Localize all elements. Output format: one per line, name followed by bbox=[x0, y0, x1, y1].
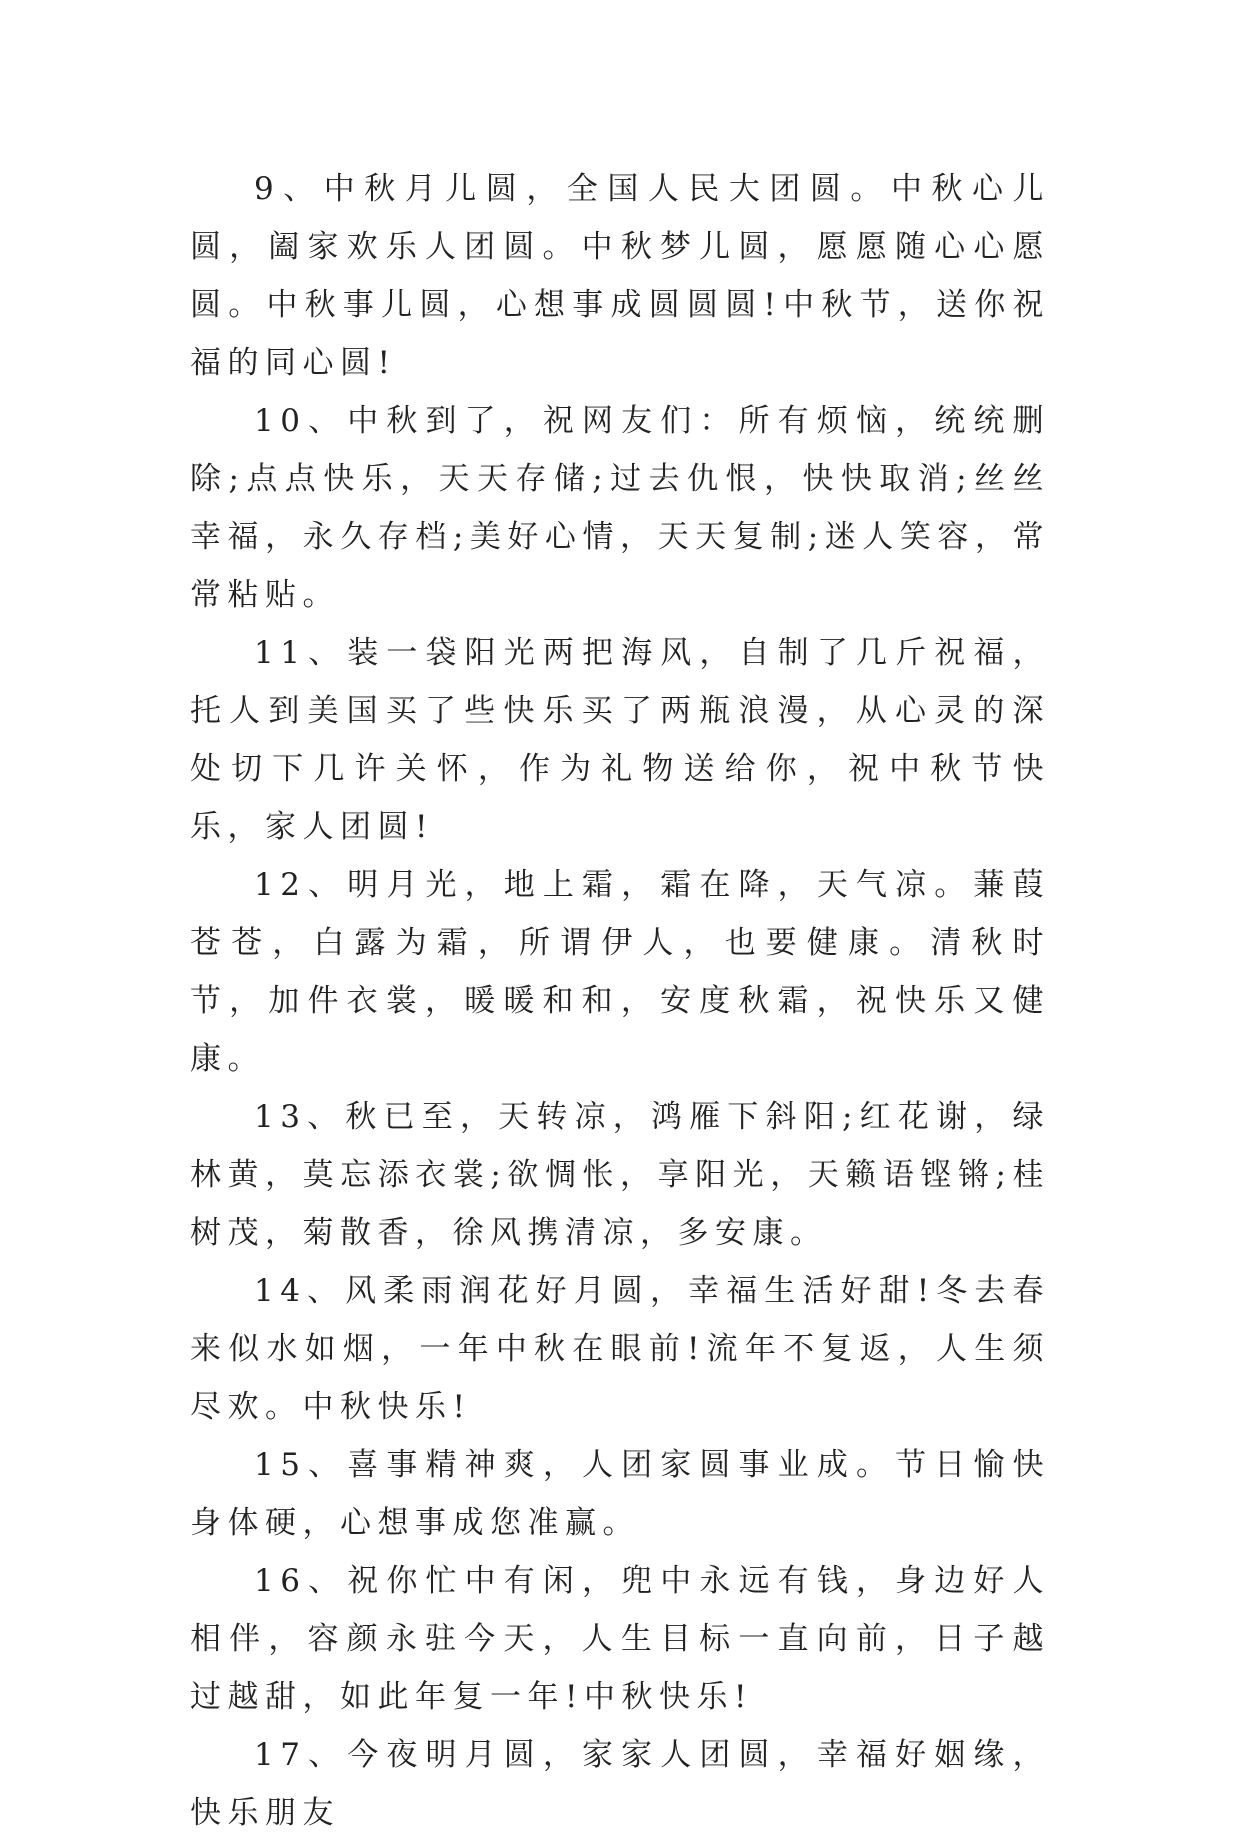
paragraph-13: 13、秋已至，天转凉，鸿雁下斜阳;红花谢，绿林黄，莫忘添衣裳;欲惆怅，享阳光，天籁语铿锵;桂树茂，菊散香，徐风携清凉，多安康。 bbox=[190, 1099, 1050, 1251]
document-body bbox=[190, 160, 1050, 1842]
paragraph-14: 14、风柔雨润花好月圆，幸福生活好甜!冬去春来似水如烟，一年中秋在眼前!流年不复返，人生须尽欢。中秋快乐! bbox=[190, 1273, 1050, 1425]
paragraph-9: 9、中秋月儿圆，全国人民大团圆。中秋心儿圆，阖家欢乐人团圆。中秋梦儿圆，愿愿随心心愿圆。中秋事儿圆，心想事成圆圆圆!中秋节，送你祝福的同心圆! bbox=[190, 171, 1050, 381]
paragraph-12: 12、明月光，地上霜，霜在降，天气凉。蒹葭苍苍，白露为霜，所谓伊人，也要健康。清秋时节，加件衣裳，暖暖和和，安度秋霜，祝快乐又健康。 bbox=[190, 867, 1050, 1077]
paragraph-16: 16、祝你忙中有闲，兜中永远有钱，身边好人相伴，容颜永驻今天，人生目标一直向前，日子越过越甜，如此年复一年!中秋快乐! bbox=[190, 1563, 1050, 1715]
paragraph-11: 11、装一袋阳光两把海风，自制了几斤祝福，托人到美国买了些快乐买了两瓶浪漫，从心灵的深处切下几许关怀，作为礼物送给你，祝中秋节快乐，家人团圆! bbox=[190, 635, 1050, 845]
paragraph-15: 15、喜事精神爽，人团家圆事业成。节日愉快身体硬，心想事成您准赢。 bbox=[190, 1447, 1050, 1541]
paragraph-17: 17、今夜明月圆，家家人团圆，幸福好姻缘，快乐朋友 bbox=[190, 1737, 1050, 1831]
paragraph-10: 10、中秋到了，祝网友们：所有烦恼，统统删除;点点快乐，天天存储;过去仇恨，快快取消;丝丝幸福，永久存档;美好心情，天天复制;迷人笑容，常常粘贴。 bbox=[190, 403, 1050, 613]
